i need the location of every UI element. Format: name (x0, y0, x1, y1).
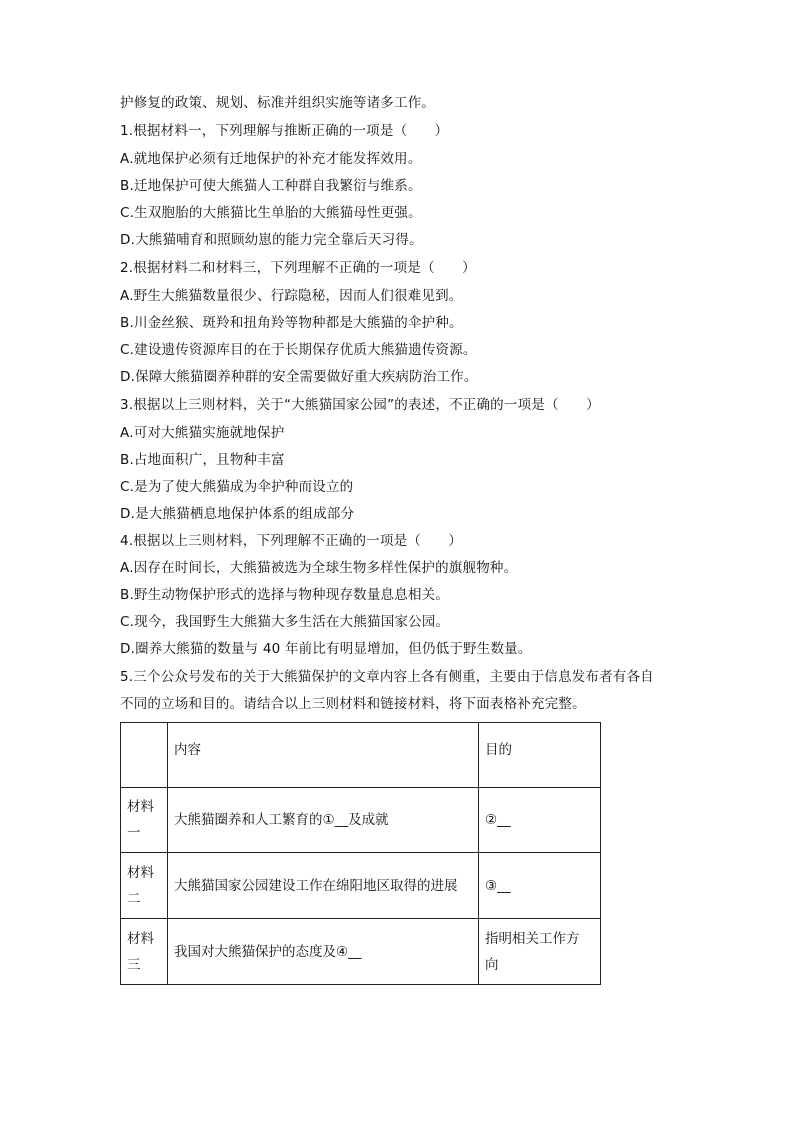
row-content: 大熊猫国家公园建设工作在绵阳地区取得的进展 (168, 853, 479, 919)
question-1-option-b: B.迁地保护可使大熊猫人工种群自我繁衍与维系。 (120, 178, 422, 194)
row-purpose-line-1: ③__ (485, 877, 511, 894)
question-4-option-c: C.现今，我国野生大熊猫大多生活在大熊猫国家公园。 (120, 614, 450, 630)
row-label-line-2: 二 (127, 890, 141, 907)
question-3-option-d: D.是大熊猫栖息地保护体系的组成部分 (120, 506, 355, 522)
row-label (121, 853, 168, 919)
table-row (121, 853, 601, 919)
answer-table (120, 722, 601, 985)
row-purpose-line-1: ②__ (485, 812, 511, 828)
question-1-option-c: C.生双胞胎的大熊猫比生单胎的大熊猫母性更强。 (120, 205, 422, 221)
question-3-stem: 3.根据以上三则材料，关于“大熊猫国家公园”的表述，不正确的一项是（ ） (120, 397, 600, 413)
row-content: 大熊猫圈养和人工繁育的①__及成就 (168, 788, 479, 853)
row-purpose-line-1: 指明相关工作方 (485, 930, 580, 947)
question-3-option-c: C.是为了使大熊猫成为伞护种而设立的 (120, 479, 354, 495)
row-label (121, 788, 168, 853)
row-purpose (479, 853, 601, 919)
row-label-line-2: 三 (127, 956, 141, 973)
row-label (121, 919, 168, 985)
question-2-option-d: D.保障大熊猫圈养种群的安全需要做好重大疾病防治工作。 (120, 369, 478, 385)
row-label-line-1: 材料 (127, 799, 154, 815)
intro-line: 护修复的政策、规划、标准并组织实施等诸多工作。 (120, 95, 436, 111)
question-2-option-a: A.野生大熊猫数量很少、行踪隐秘，因而人们很难见到。 (120, 288, 463, 304)
question-4-option-d: D.圈养大熊猫的数量与 40 年前比有明显增加，但仍低于野生数量。 (120, 641, 532, 657)
question-2-stem: 2.根据材料二和材料三，下列理解不正确的一项是（ ） (120, 260, 476, 276)
table-row (121, 919, 601, 985)
table-header-row (121, 723, 601, 788)
question-1-option-a: A.就地保护必须有迁地保护的补充才能发挥效用。 (120, 151, 422, 167)
question-3-option-a: A.可对大熊猫实施就地保护 (120, 425, 285, 441)
question-1-option-d: D.大熊猫哺育和照顾幼崽的能力完全靠后天习得。 (120, 232, 423, 248)
table-header-purpose: 目的 (479, 723, 601, 788)
question-5-stem-line-2: 不同的立场和目的。请结合以上三则材料和链接材料，将下面表格补充完整。 (120, 696, 586, 712)
question-3-option-b: B.占地面积广，且物种丰富 (120, 452, 285, 468)
question-2-option-b: B.川金丝猴、斑羚和扭角羚等物种都是大熊猫的伞护种。 (120, 315, 463, 331)
question-4-option-b: B.野生动物保护形式的选择与物种现存数量息息相关。 (120, 587, 450, 603)
question-5-stem-line-1: 5.三个公众号发布的关于大熊猫保护的文章内容上各有侧重，主要由于信息发布者有各自 (120, 669, 654, 685)
row-purpose (479, 788, 601, 853)
table-header-empty (121, 723, 168, 788)
question-4-option-a: A.因存在时间长，大熊猫被选为全球生物多样性保护的旗舰物种。 (120, 560, 518, 576)
row-purpose-line-2: 向 (485, 956, 499, 973)
table-row (121, 788, 601, 853)
row-purpose (479, 919, 601, 985)
row-content: 我国对大熊猫保护的态度及④__ (168, 919, 479, 985)
question-2-option-c: C.建设遗传资源库目的在于长期保存优质大熊猫遗传资源。 (120, 342, 477, 358)
row-label-line-2: 一 (127, 825, 141, 841)
row-label-line-1: 材料 (127, 930, 154, 947)
table-header-content: 内容 (168, 723, 479, 788)
question-1-stem: 1.根据材料一，下列理解与推断正确的一项是（ ） (120, 123, 449, 139)
question-4-stem: 4.根据以上三则材料，下列理解不正确的一项是（ ） (120, 533, 463, 549)
row-label-line-1: 材料 (127, 864, 154, 881)
